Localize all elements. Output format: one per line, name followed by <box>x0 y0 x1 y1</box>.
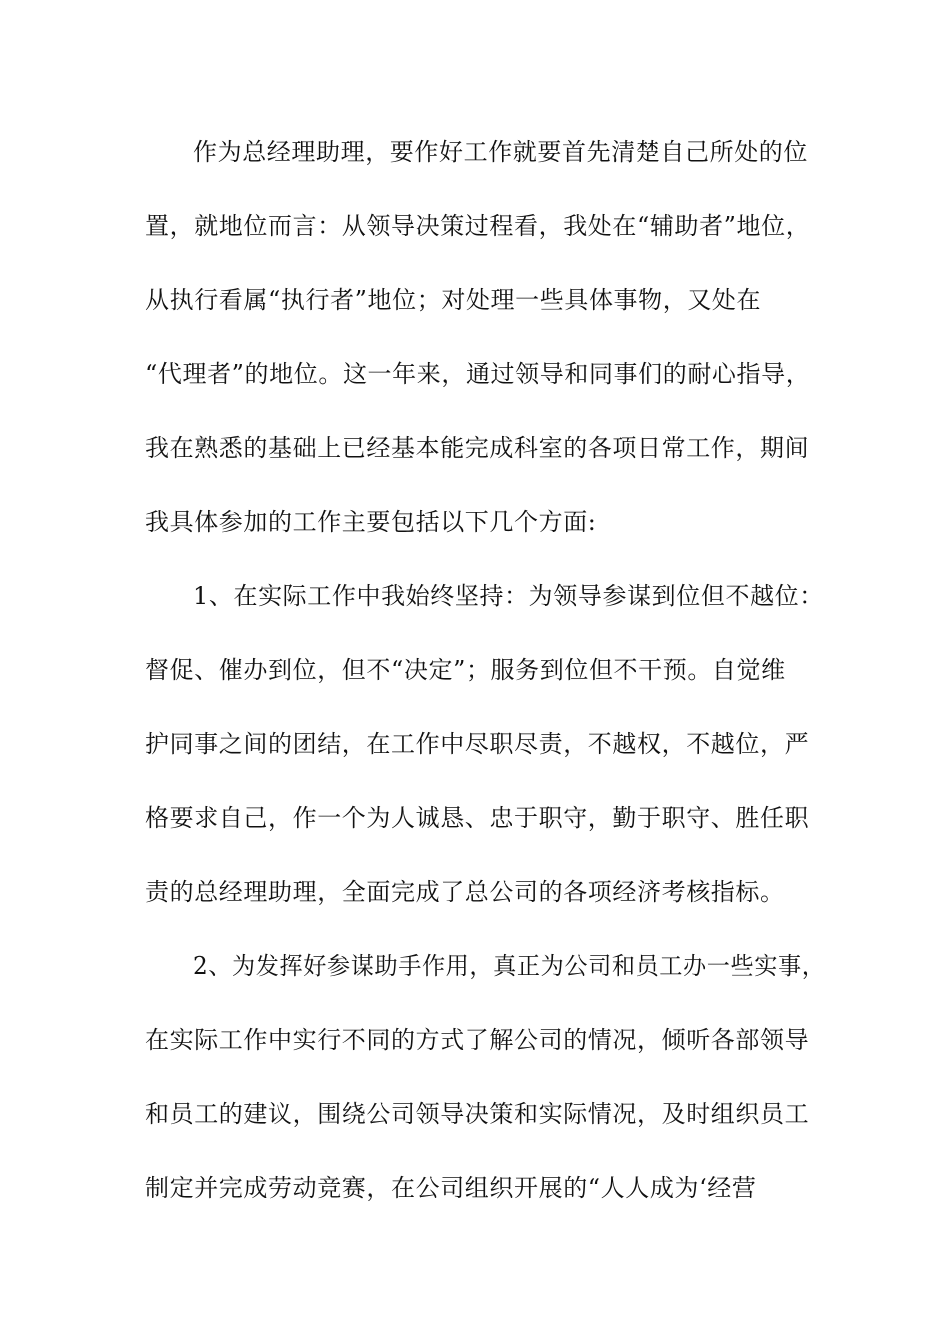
paragraph-1-line-4: “代理者”的地位。这一年来，通过领导和同事们的耐心指导， <box>145 360 811 388</box>
paragraph-3-line-3: 和员工的建议，围绕公司领导决策和实际情况，及时组织员工 <box>145 1100 810 1128</box>
paragraph-2-line-1: 1、在实际工作中我始终坚持：为领导参谋到位但不越位： <box>193 582 824 610</box>
paragraph-3-line-2: 在实际工作中实行不同的方式了解公司的情况，倾听各部领导 <box>145 1026 810 1054</box>
paragraph-1-line-6: 我具体参加的工作主要包括以下几个方面: <box>145 508 597 536</box>
paragraph-2-line-4: 格要求自己，作一个为人诚恳、忠于职守，勤于职守、胜任职 <box>145 804 810 832</box>
paragraph-1-line-1: 作为总经理助理，要作好工作就要首先清楚自己所处的位 <box>193 138 808 166</box>
paragraph-2-line-5: 责的总经理助理，全面完成了总公司的各项经济考核指标。 <box>145 878 785 906</box>
paragraph-3-line-1: 2、为发挥好参谋助手作用，真正为公司和员工办一些实事， <box>193 952 826 980</box>
paragraph-1-line-5: 我在熟悉的基础上已经基本能完成科室的各项日常工作，期间 <box>145 434 810 462</box>
paragraph-2-line-3: 护同事之间的团结，在工作中尽职尽责，不越权，不越位，严 <box>145 730 810 758</box>
paragraph-1-line-2: 置，就地位而言：从领导决策过程看，我处在“辅助者”地位， <box>145 212 811 240</box>
paragraph-3-line-4: 制定并完成劳动竞赛，在公司组织开展的“人人成为‘经营 <box>145 1174 757 1202</box>
paragraph-1-line-3: 从执行看属“执行者”地位；对处理一些具体事物，又处在 <box>145 286 762 314</box>
paragraph-2-line-2: 督促、催办到位，但不“决定”；服务到位但不干预。自觉维 <box>145 656 786 684</box>
